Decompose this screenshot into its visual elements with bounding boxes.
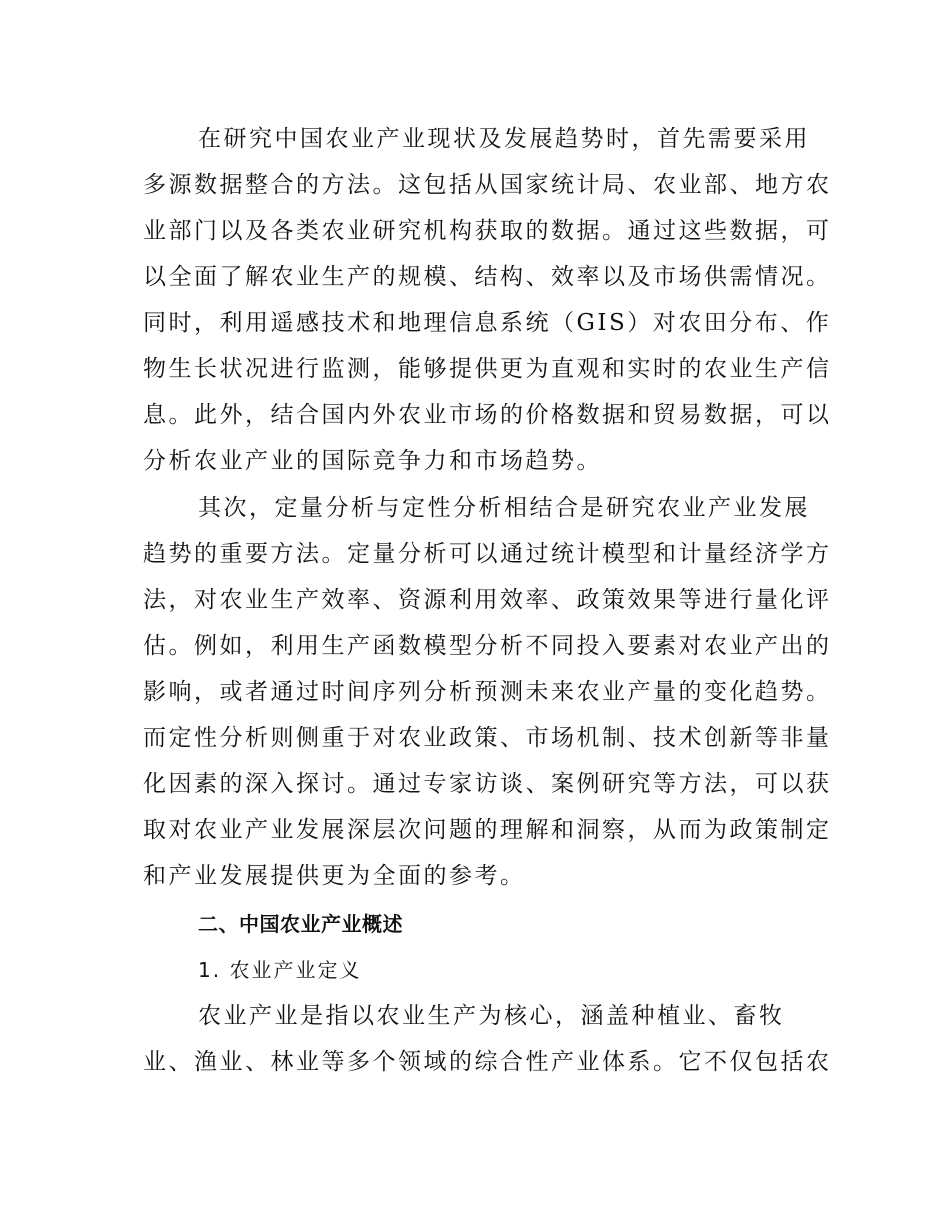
paragraph-1-line-2: 多源数据整合的方法。这包括从国家统计局、农业部、地方农 — [143, 172, 832, 198]
paragraph-2-line-5: 影响，或者通过时间序列分析预测未来农业产量的变化趋势。 — [143, 679, 832, 705]
subsection-heading: 1. 农业产业定义 — [198, 958, 362, 982]
paragraph-1-line-6: 物生长状况进行监测，能够提供更为直观和实时的农业生产信 — [143, 356, 832, 382]
paragraph-2-line-6: 而定性分析则侧重于对农业政策、市场机制、技术创新等非量 — [143, 725, 832, 751]
paragraph-3-line-1: 农业产业是指以农业生产为核心，涵盖种植业、畜牧 — [198, 1003, 785, 1029]
paragraph-3-line-2: 业、渔业、林业等多个领域的综合性产业体系。它不仅包括农 — [143, 1049, 832, 1075]
paragraph-2-line-2: 趋势的重要方法。定量分析可以通过统计模型和计量经济学方 — [143, 541, 832, 567]
paragraph-1-line-7: 息。此外，结合国内外农业市场的价格数据和贸易数据，可以 — [143, 402, 832, 428]
paragraph-2-line-4: 估。例如，利用生产函数模型分析不同投入要素对农业产出的 — [143, 633, 832, 659]
paragraph-1-line-4: 以全面了解农业生产的规模、结构、效率以及市场供需情况。 — [143, 264, 832, 290]
paragraph-2-line-7: 化因素的深入探讨。通过专家访谈、案例研究等方法，可以获 — [143, 771, 832, 797]
paragraph-2-line-3: 法，对农业生产效率、资源利用效率、政策效果等进行量化评 — [143, 587, 832, 613]
paragraph-2-line-9: 和产业发展提供更为全面的参考。 — [143, 863, 526, 889]
paragraph-1-line-1: 在研究中国农业产业现状及发展趋势时，首先需要采用 — [198, 126, 810, 152]
paragraph-2-line-8: 取对农业产业发展深层次问题的理解和洞察，从而为政策制定 — [143, 817, 832, 843]
paragraph-1-line-5: 同时，利用遥感技术和地理信息系统（GIS）对农田分布、作 — [143, 310, 832, 336]
section-heading: 二、中国农业产业概述 — [198, 912, 403, 936]
paragraph-1-line-3: 业部门以及各类农业研究机构获取的数据。通过这些数据，可 — [143, 218, 832, 244]
paragraph-1-line-8: 分析农业产业的国际竞争力和市场趋势。 — [143, 448, 602, 474]
paragraph-2-line-1: 其次，定量分析与定性分析相结合是研究农业产业发展 — [198, 495, 810, 521]
